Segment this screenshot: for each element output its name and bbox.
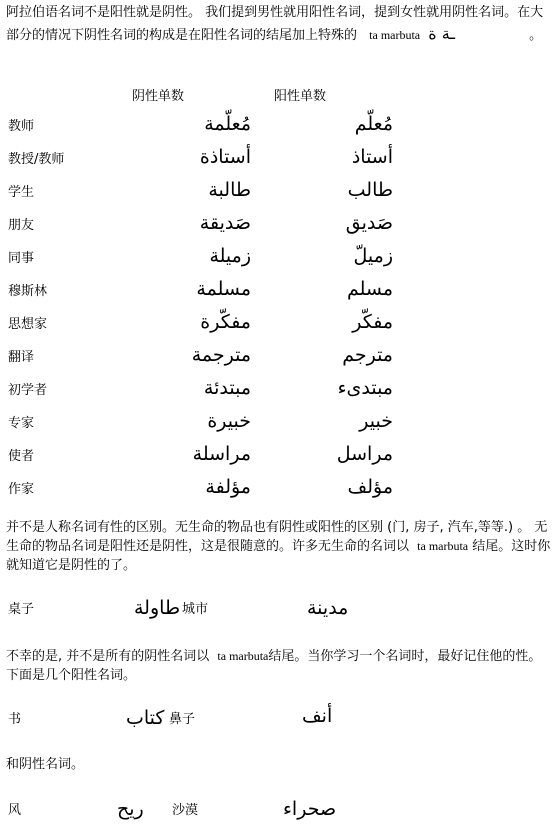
table-row (0, 242, 553, 276)
example3-word1-ar: ريح (117, 798, 144, 820)
ta-marbuta-latin: ta marbuta (417, 539, 469, 553)
ta-marbuta-arabic: ـة ة (428, 24, 456, 43)
row-label: 初学者 (8, 383, 48, 398)
row-label: 教授/教师 (8, 152, 65, 167)
table-row (0, 176, 553, 210)
row-label: 教师 (8, 119, 35, 134)
example1-word1-cn: 桌子 (8, 602, 35, 617)
row-label: 朋友 (8, 218, 35, 233)
masculine-word: مسلم (346, 278, 393, 300)
intro-text: 阿拉伯语名词不是阳性就是阴性。 我们提到男性就用阳性名词，提到女性就用阴性名词。在大部分的情况下阴性名词的构成是在阳性名词的结尾加上特殊的 (6, 5, 544, 43)
table-row (0, 209, 553, 243)
masculine-singular-header: 阳性单数 (274, 89, 327, 104)
example3-word1-cn: 风 (8, 803, 22, 818)
feminine-word: زميلة (209, 245, 251, 267)
feminine-word: مترجمة (191, 344, 251, 366)
table-row (0, 407, 553, 441)
masculine-word: زميلّ (353, 245, 393, 267)
ta-marbuta-latin: ta marbuta (217, 649, 269, 663)
masculine-word: أستاذ (351, 146, 393, 168)
feminine-word: مسلمة (196, 278, 251, 300)
row-label: 翻译 (8, 350, 35, 365)
row-label: 使者 (8, 449, 35, 464)
not-all-feminine-paragraph (6, 647, 551, 685)
section3-text-a: 不幸的是, 并不是所有的阴性名词以 (6, 649, 210, 664)
example2-word1-ar: كتاب (126, 707, 165, 729)
feminine-word: مراسلة (192, 443, 251, 465)
row-label: 专家 (8, 416, 35, 431)
feminine-singular-header: 阴性单数 (132, 89, 185, 104)
masculine-word: مؤلف (347, 476, 393, 498)
masculine-word: صَديق (345, 212, 393, 234)
table-row (0, 275, 553, 309)
inanimate-nouns-paragraph (6, 518, 551, 575)
example2-word2-ar: أنف (302, 705, 333, 727)
feminine-word: مبتدئة (203, 377, 251, 399)
masculine-word: مترجم (342, 344, 393, 366)
row-label: 学生 (8, 185, 35, 200)
table-row (0, 110, 553, 144)
feminine-word: طالبة (208, 179, 251, 201)
ta-marbuta-latin: ta marbuta (369, 28, 421, 42)
row-label: 同事 (8, 251, 35, 266)
table-row (0, 341, 553, 375)
table-row (0, 143, 553, 177)
example1-word1-ar: طاولة (134, 597, 181, 619)
masculine-word: مبتدىء (337, 377, 393, 399)
table-row (0, 308, 553, 342)
masculine-word: طالب (347, 179, 393, 201)
feminine-word: خبيرة (207, 410, 251, 432)
section3-text-b: 结尾。当你学习一个名词时，最好记住他的性。下面是几个阳性名词。 (6, 649, 542, 683)
feminine-word: مُعلّمة (204, 113, 251, 135)
example2-word2-cn: 鼻子 (169, 712, 196, 727)
table-row (0, 440, 553, 474)
row-label: 穆斯林 (8, 284, 48, 299)
feminine-word: صَديقة (199, 212, 251, 234)
masculine-word: مراسل (336, 443, 393, 465)
masculine-word: خبير (359, 410, 393, 432)
example1-word2-ar: مدينة (307, 597, 349, 619)
feminine-word: أستاذة (199, 146, 251, 168)
feminine-word: مفكّرة (200, 311, 251, 333)
intro-paragraph (6, 3, 551, 46)
table-row (0, 473, 553, 507)
masculine-word: مُعلّم (354, 113, 393, 135)
feminine-word: مؤلفة (205, 476, 251, 498)
section2-text-a: 并不是人称名词有性的区别。无生命的物品也有阴性或阳性的区别 (门, 房子, 汽车,等等.) 。 无生命的物品名词是阳性还是阴性，这是很随意的。许多无生命的名词以 (6, 520, 548, 554)
row-label: 思想家 (8, 317, 48, 332)
intro-end-period: 。 (529, 28, 543, 43)
table-row (0, 374, 553, 408)
feminine-nouns-intro: 和阴性名词。 (6, 757, 85, 772)
example2-word1-cn: 书 (8, 712, 22, 727)
row-label: 作家 (8, 482, 35, 497)
example1-word2-cn: 城市 (182, 602, 209, 617)
section2-text-b: 结尾。这时你就知道它是阴性的了。 (6, 539, 551, 573)
example3-word2-ar: صحراء (283, 798, 337, 820)
masculine-word: مفكّر (352, 311, 393, 333)
example3-word2-cn: 沙漠 (172, 803, 199, 818)
